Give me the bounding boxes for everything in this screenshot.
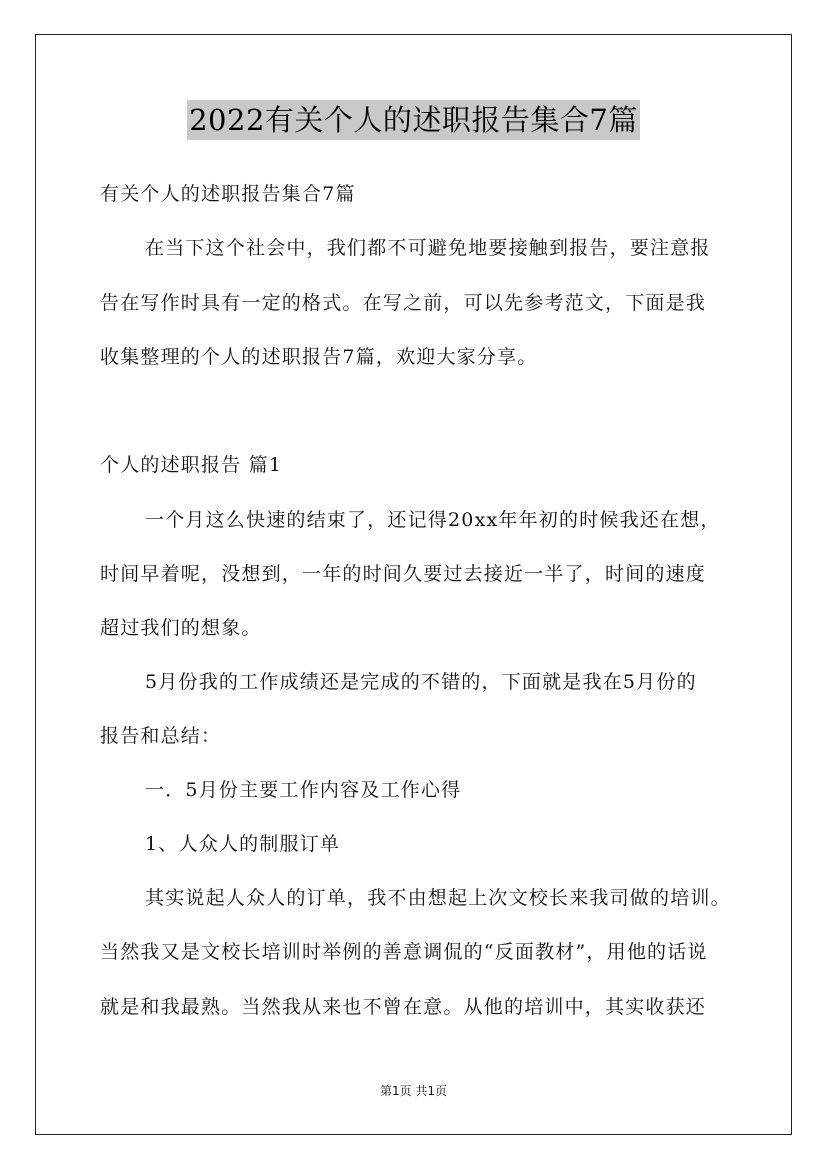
body-line-10: 就是和我最熟。当然我从来也不曾在意。从他的培训中，其实收获还 <box>100 996 707 1018</box>
section-heading: 个人的述职报告 篇1 <box>100 454 283 476</box>
body-line-6: 一．5月份主要工作内容及工作心得 <box>145 779 462 801</box>
body-line-3: 超过我们的想象。 <box>100 617 262 639</box>
document-title: 2022有关个人的述职报告集合7篇 <box>187 100 640 140</box>
body-line-1: 一个月这么快速的结束了，还记得20xx年年初的时候我还在想， <box>145 509 721 531</box>
document-subtitle: 有关个人的述职报告集合7篇 <box>100 183 356 205</box>
page-footer: 第1页 共1页 <box>379 1084 448 1098</box>
body-line-8: 其实说起人众人的订单，我不由想起上次文校长来我司做的培训。 <box>145 887 731 909</box>
body-line-5: 报告和总结： <box>100 725 222 747</box>
intro-line-1: 在当下这个社会中，我们都不可避免地要接触到报告，要注意报 <box>145 237 711 259</box>
intro-line-2: 告在写作时具有一定的格式。在写之前，可以先参考范文，下面是我 <box>100 292 707 314</box>
body-line-9: 当然我又是文校长培训时举例的善意调侃的“反面教材”，用他的话说 <box>100 941 708 963</box>
title-container <box>0 100 827 140</box>
body-line-7: 1、人众人的制服订单 <box>145 833 341 855</box>
body-line-2: 时间早着呢，没想到，一年的时间久要过去接近一半了，时间的速度 <box>100 563 707 585</box>
body-line-4: 5月份我的工作成绩还是完成的不错的，下面就是我在5月份的 <box>145 671 697 693</box>
intro-line-3: 收集整理的个人的述职报告7篇，欢迎大家分享。 <box>100 346 538 368</box>
